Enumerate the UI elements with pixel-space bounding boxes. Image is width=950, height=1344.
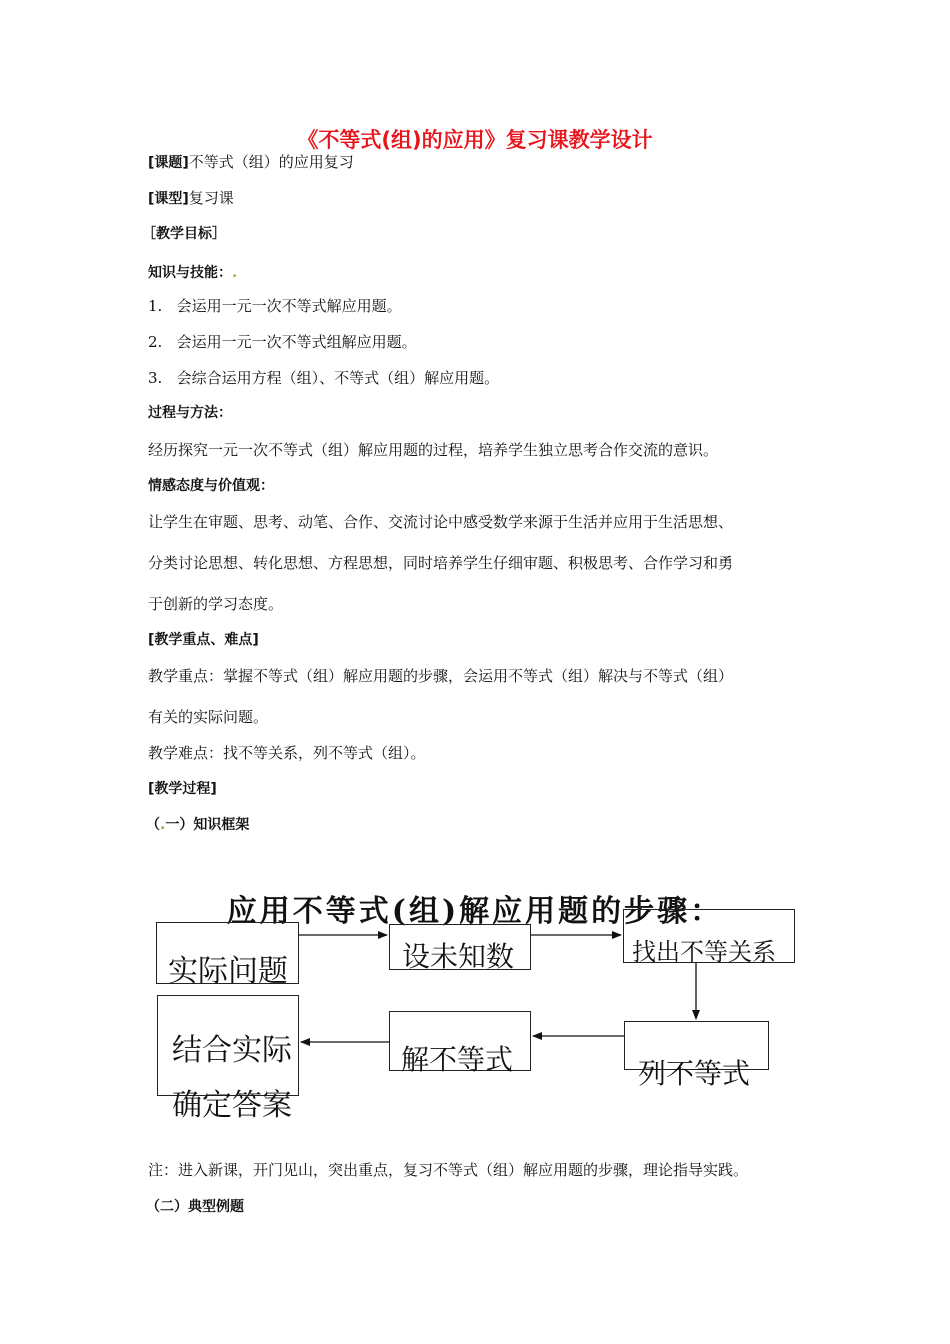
step-set-unknowns: 设未知数 [402, 940, 515, 973]
step-solve-inequality: 解不等式 [401, 1043, 514, 1076]
step-combine-reality: 结合实际 [172, 1033, 292, 1068]
knowledge-item-3: 3. 会综合运用方程（组）、不等式（组）解应用题。 [148, 369, 500, 387]
difficulty-line: 教学难点：找不等关系，列不等式（组）。 [148, 744, 426, 762]
knowledge-heading: 知识与技能： [148, 265, 232, 281]
process-heading: [教学过程] [148, 781, 217, 797]
knowledge-mark: . [232, 263, 238, 281]
step-find-inequality: 找出不等关系 [632, 938, 776, 966]
process-method-text: 经历探究一元一次不等式（组）解应用题的过程，培养学生独立思考合作交流的意识。 [148, 441, 719, 459]
emotion-heading: 情感态度与价值观： [148, 478, 274, 494]
key-point-line-2: 有关的实际问题。 [148, 708, 269, 726]
lesson-label: [课题] [148, 155, 189, 171]
key-points-heading: [教学重点、难点] [148, 632, 259, 648]
section1-text: 一）知识框架 [165, 817, 250, 833]
step-actual-problem: 实际问题 [168, 954, 288, 989]
type-label: [课型] [148, 191, 189, 207]
page-title: 《不等式(组)的应用》复习课教学设计 [297, 128, 653, 152]
emotion-line-3: 于创新的学习态度。 [148, 595, 284, 613]
section2-heading: （二）典型例题 [146, 1199, 244, 1215]
flowchart-heading: 应用不等式(组)解应用题的步骤： [226, 894, 724, 929]
key-point-line-1: 教学重点：掌握不等式（组）解应用题的步骤，会运用不等式（组）解决与不等式（组） [148, 667, 734, 685]
step-write-inequality: 列不等式 [638, 1057, 751, 1090]
section1-open: （ [146, 817, 160, 833]
section1-mark: . [160, 817, 166, 833]
process-method-heading: 过程与方法： [148, 405, 232, 421]
step-determine-answer: 确定答案 [172, 1088, 292, 1123]
knowledge-item-2: 2. 会运用一元一次不等式组解应用题。 [148, 333, 417, 351]
objectives-heading: ［教学目标］ [142, 226, 226, 242]
emotion-line-1: 让学生在审题、思考、动笔、合作、交流讨论中感受数学来源于生活并应用于生活思想、 [148, 513, 734, 531]
knowledge-item-1: 1. 会运用一元一次不等式解应用题。 [148, 297, 402, 315]
type-text: 复习课 [188, 189, 234, 207]
note-line: 注：进入新课，开门见山，突出重点，复习不等式（组）解应用题的步骤，理论指导实践。 [148, 1161, 749, 1179]
lesson-text: 不等式（组）的应用复习 [188, 153, 354, 171]
emotion-line-2: 分类讨论思想、转化思想、方程思想，同时培养学生仔细审题、积极思考、合作学习和勇 [148, 554, 734, 572]
